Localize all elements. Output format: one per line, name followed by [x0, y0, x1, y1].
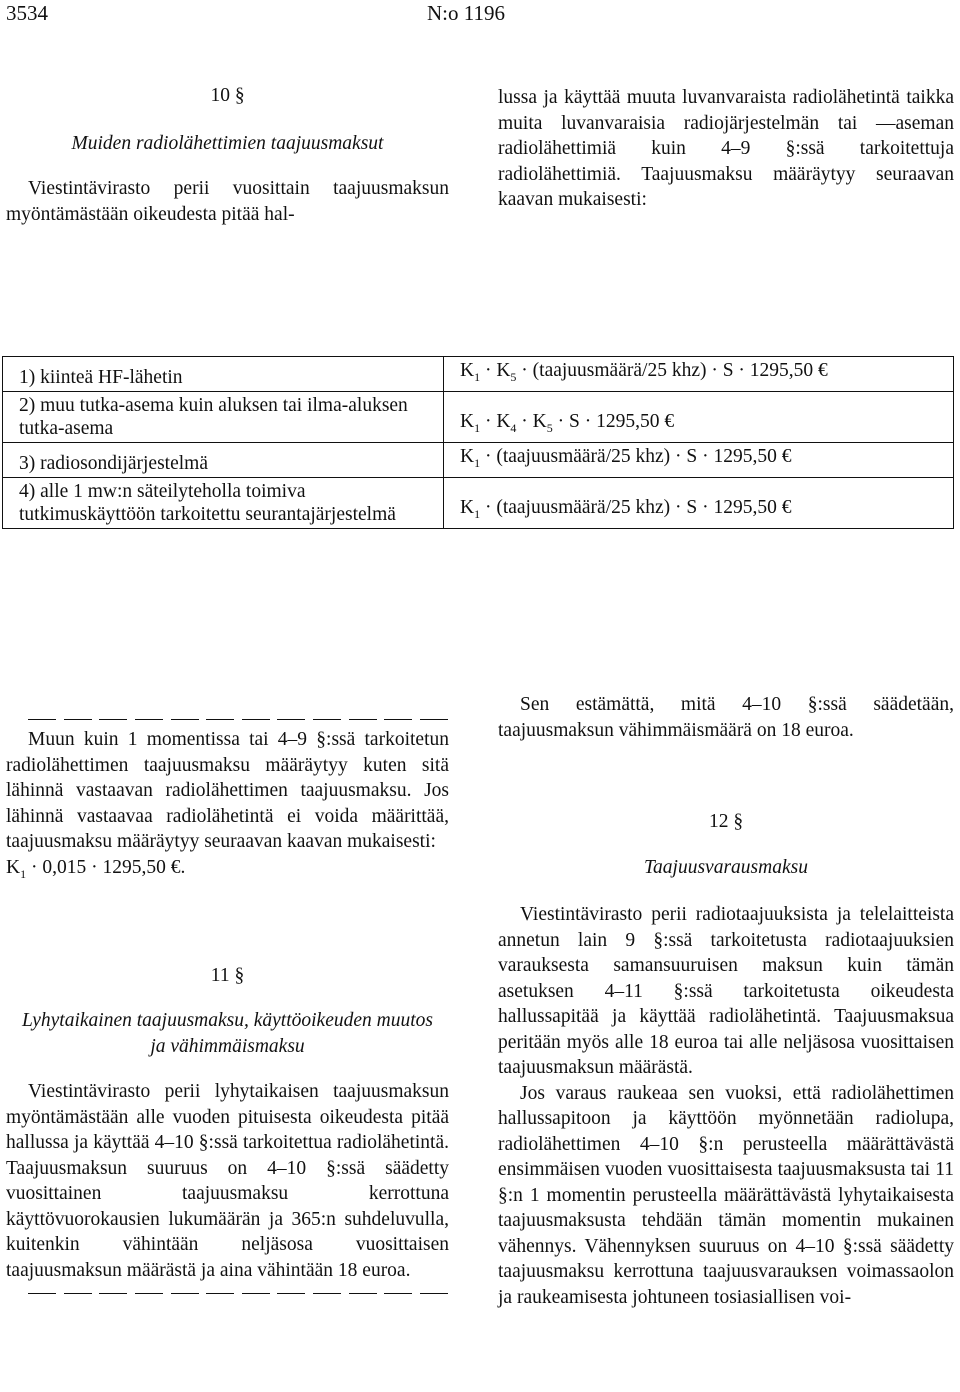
section-11-number: 11 § [210, 964, 245, 986]
table-cell-formula: $K_1 \cdot K_4 \cdot K_5 \cdot S \cdot 1295,50$ € [444, 391, 954, 442]
table-row [3, 357, 954, 392]
section-12-title: Taajuusvarausmaksu [644, 856, 808, 878]
dash-separator-bottom [28, 1289, 448, 1297]
frequency-fee-table [2, 356, 954, 529]
section-11-paragraph: Viestintävirasto perii lyhytaikaisen taajuusmaksun myöntämästään alle vuoden pituisesta oikeudesta pitää hallussa ja käyttää 4–10 §:ssä tarkoitettua radiolähetintä. Taajuusmaksun suuruus on 4–10 §:ssä säädetty vuosittainen taajuusmaksu kerrottuna käyttövuorokausien lukumäärän ja 365:n suhdeluvulla, kuitenkin vähintään neljäsosa vuosittaisen taajuusmaksun määrästä ja aina vähintään 18 euroa. [6, 1081, 449, 1281]
section-10-right-column [498, 85, 954, 213]
issue-number: N:o 1196 [427, 1, 505, 25]
table-row [3, 477, 954, 528]
right-bottom-column [498, 692, 954, 1310]
table-cell-formula: $K_1 \cdot K_5$ · (taajuusmäärä/25 khz) · S · 1295,50 € [444, 357, 954, 392]
table-cell-formula: $K_1$ · (taajuusmäärä/25 khz) · S · 1295,50 € [444, 477, 954, 528]
table-cell-label: 4) alle 1 mw:n säteilyteholla toimiva tutkimuskäyttöön tarkoitettu seurantajärjestelmä [3, 477, 444, 528]
section-12-paragraph-2: Jos varaus raukeaa sen vuoksi, että radiolähettimen hallussapitoon ja käyttöön myönnetään radiolupa, radiolähettimen 4–10 §:n perusteella määrättävästä ensimmäisen vuoden vuosittaisesta taajuusmaksusta tai 11 §:n 1 momentin perusteella määrättävästä lyhytaikaisesta taajuusmaksusta tehdään tämän momentin mukainen vähennys. Vähennyksen suuruus on 4–10 §:ssä säädetty taajuusmaksu kerrottuna taajuusvarauksen voimassaolon ja raukeamisesta johtuneen tosiasiallisen voi- [498, 1082, 954, 1308]
table-cell-label: 2) muu tutka-asema kuin aluksen tai ilma-aluksen tutka-asema [3, 391, 444, 442]
section-10-number: 10 § [210, 85, 245, 106]
section-10-paragraph-continued: lussa ja käyttää muuta luvanvaraista radiolähetintä taikka muita luvanvaraisia radiojärjestelmän tai —aseman radiolähettimiä kuin 4–9 §:ssä tarkoitettuja radiolähettimiä. Taajuusmaksu määräytyy seuraavan kaavan mukaisesti: [498, 87, 954, 210]
formula-line: $K_1 \cdot 0,015 \cdot 1295,50$ €. [6, 856, 186, 881]
section-12-number: 12 § [708, 811, 744, 832]
table-row [3, 391, 954, 442]
table-row [3, 442, 954, 477]
page-number: 3534 [6, 1, 48, 25]
dash-separator [28, 715, 448, 723]
minimum-fee-paragraph: Sen estämättä, mitä 4–10 §:ssä säädetään, taajuusmaksun vähimmäismäärä on 18 euroa. [498, 694, 954, 741]
table-cell-formula: $K_1$ · (taajuusmäärä/25 khz) · S · 1295,50 € [444, 442, 954, 477]
table-cell-label: 1) kiinteä HF-lähetin [3, 357, 444, 392]
left-bottom-column [6, 715, 449, 1297]
section-10-title: Muiden radiolähettimien taajuusmaksut [71, 132, 384, 154]
section-11-title: Lyhytaikainen taajuusmaksu, käyttöoikeuden muutos ja vähimmäismaksu [21, 1010, 433, 1057]
section-10-paragraph-start: Viestintävirasto perii vuosittain taajuusmaksun myöntämästään oikeudesta pitää hal- [6, 178, 449, 225]
section-12-paragraph-1: Viestintävirasto perii radiotaajuuksista ja telelaitteista annetun lain 9 §:ssä tarkoitetusta radiotaajuuksien varauksesta samansuuruisen maksun kuin tämän asetuksen 4–11 §:ssä tarkoitetusta oikeudesta hallussapitää ja käyttää radiolähetintä. Taajuusmaksua peritään myös alle 18 euroa tai alle neljäsosa vuosittaisen taajuusmaksun määrästä. [498, 904, 954, 1078]
table-cell-label: 3) radiosondijärjestelmä [3, 442, 444, 477]
paragraph-other-transmitter: Muun kuin 1 momentissa tai 4–9 §:ssä tarkoitetun radiolähettimen taajuusmaksu määräytyy kuten sitä lähinnä vastaavan radiolähettimen taajuusmaksu. Jos lähinnä vastaavaa radiolähetintä ei voida määrittää, taajuusmaksu määräytyy seuraavan kaavan mukaisesti: [6, 729, 449, 852]
section-10-left-column [6, 83, 449, 227]
